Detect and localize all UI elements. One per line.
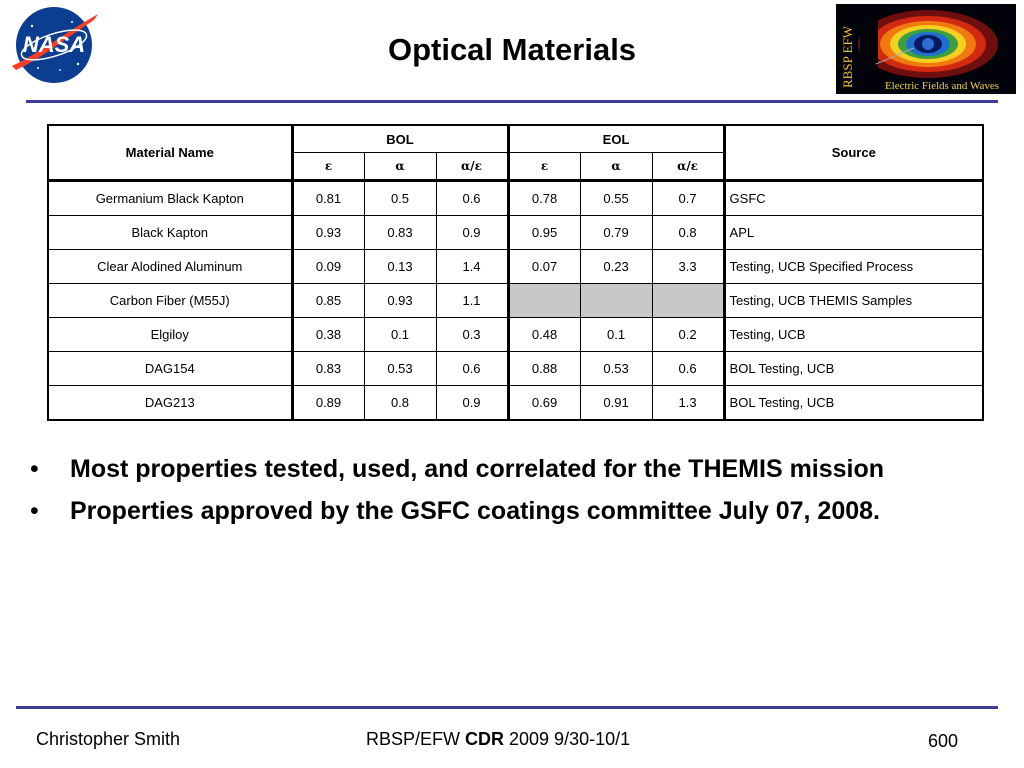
header-eol-ratio: α/ε xyxy=(652,153,724,181)
bol-emissivity-cell: 0.89 xyxy=(292,386,364,421)
header-bol-emissivity: ε xyxy=(292,153,364,181)
material-name-cell: Black Kapton xyxy=(48,216,292,250)
table-row xyxy=(48,284,983,318)
source-cell: Testing, UCB THEMIS Samples xyxy=(724,284,983,318)
bol-emissivity-cell: 0.38 xyxy=(292,318,364,352)
eol-emissivity-cell-empty xyxy=(508,284,580,318)
bol-absorptivity-cell: 0.1 xyxy=(364,318,436,352)
bol-emissivity-cell: 0.83 xyxy=(292,352,364,386)
optical-materials-table xyxy=(47,124,984,421)
eol-ratio-cell: 1.3 xyxy=(652,386,724,421)
footer-event-prefix: RBSP/EFW xyxy=(366,729,466,749)
material-name-cell: Clear Alodined Aluminum xyxy=(48,250,292,284)
bullet-text: Most properties tested, used, and correlated for the THEMIS mission xyxy=(70,455,885,483)
header-eol-absorptivity: α xyxy=(580,153,652,181)
bol-emissivity-cell: 0.09 xyxy=(292,250,364,284)
footer-event-cdr: CDR xyxy=(465,729,505,749)
bullet-text: Properties approved by the GSFC coatings committee July 07, 2008. xyxy=(70,497,880,525)
bol-absorptivity-cell: 0.13 xyxy=(364,250,436,284)
bol-absorptivity-cell: 0.5 xyxy=(364,181,436,216)
footer-author: Christopher Smith xyxy=(36,729,181,749)
table-row xyxy=(48,318,983,352)
source-cell: BOL Testing, UCB xyxy=(724,352,983,386)
table-row xyxy=(48,250,983,284)
header-eol-emissivity: ε xyxy=(508,153,580,181)
material-name-cell: Germanium Black Kapton xyxy=(48,181,292,216)
eol-absorptivity-cell: 0.91 xyxy=(580,386,652,421)
bullet-item xyxy=(30,495,930,528)
bullet-list xyxy=(30,453,930,537)
eol-emissivity-cell: 0.69 xyxy=(508,386,580,421)
eol-emissivity-cell: 0.95 xyxy=(508,216,580,250)
bol-ratio-cell: 0.9 xyxy=(436,386,508,421)
page-title: Optical Materials xyxy=(387,32,637,67)
header-divider xyxy=(26,100,998,103)
bol-ratio-cell: 0.6 xyxy=(436,352,508,386)
eol-absorptivity-cell: 0.23 xyxy=(580,250,652,284)
table-row xyxy=(48,352,983,386)
header-bol-absorptivity: α xyxy=(364,153,436,181)
eol-ratio-cell: 0.6 xyxy=(652,352,724,386)
bol-absorptivity-cell: 0.53 xyxy=(364,352,436,386)
eol-emissivity-cell: 0.88 xyxy=(508,352,580,386)
bol-ratio-cell: 0.6 xyxy=(436,181,508,216)
bol-absorptivity-cell: 0.8 xyxy=(364,386,436,421)
eol-absorptivity-cell-empty xyxy=(580,284,652,318)
footer-event-date: 2009 9/30-10/1 xyxy=(504,729,631,749)
source-cell: BOL Testing, UCB xyxy=(724,386,983,421)
eol-absorptivity-cell: 0.55 xyxy=(580,181,652,216)
eol-absorptivity-cell: 0.1 xyxy=(580,318,652,352)
bol-absorptivity-cell: 0.93 xyxy=(364,284,436,318)
material-name-cell: Carbon Fiber (M55J) xyxy=(48,284,292,318)
material-name-cell: DAG154 xyxy=(48,352,292,386)
rbsp-vertical-text: RBSP EFW xyxy=(840,25,855,88)
nasa-logo-text: NASA xyxy=(22,32,86,57)
eol-absorptivity-cell: 0.79 xyxy=(580,216,652,250)
header-bol-ratio: α/ε xyxy=(436,153,508,181)
bol-ratio-cell: 0.3 xyxy=(436,318,508,352)
bol-ratio-cell: 1.4 xyxy=(436,250,508,284)
bol-emissivity-cell: 0.81 xyxy=(292,181,364,216)
eol-emissivity-cell: 0.48 xyxy=(508,318,580,352)
footer-event xyxy=(366,729,630,750)
eol-absorptivity-cell: 0.53 xyxy=(580,352,652,386)
eol-ratio-cell: 0.7 xyxy=(652,181,724,216)
bol-emissivity-cell: 0.85 xyxy=(292,284,364,318)
header-material-name: Material Name xyxy=(48,125,292,181)
material-name-cell: DAG213 xyxy=(48,386,292,421)
rbsp-efw-logo xyxy=(836,4,1016,94)
bullet-item xyxy=(30,453,930,486)
header-eol: EOL xyxy=(508,125,724,153)
source-cell: APL xyxy=(724,216,983,250)
eol-emissivity-cell: 0.78 xyxy=(508,181,580,216)
footer-divider xyxy=(16,706,998,709)
page-number: 600 xyxy=(928,731,959,751)
bol-absorptivity-cell: 0.83 xyxy=(364,216,436,250)
eol-ratio-cell: 0.8 xyxy=(652,216,724,250)
eol-emissivity-cell: 0.07 xyxy=(508,250,580,284)
table-row xyxy=(48,386,983,421)
eol-ratio-cell: 3.3 xyxy=(652,250,724,284)
header-bol: BOL xyxy=(292,125,508,153)
bullet-marker: • xyxy=(30,497,39,525)
header-source: Source xyxy=(724,125,983,181)
bol-ratio-cell: 1.1 xyxy=(436,284,508,318)
source-cell: Testing, UCB Specified Process xyxy=(724,250,983,284)
bol-ratio-cell: 0.9 xyxy=(436,216,508,250)
material-name-cell: Elgiloy xyxy=(48,318,292,352)
table-row xyxy=(48,216,983,250)
bol-emissivity-cell: 0.93 xyxy=(292,216,364,250)
table-row xyxy=(48,181,983,216)
rbsp-caption: Electric Fields and Waves xyxy=(884,80,1000,92)
source-cell: Testing, UCB xyxy=(724,318,983,352)
bullet-marker: • xyxy=(30,455,39,483)
eol-ratio-cell: 0.2 xyxy=(652,318,724,352)
source-cell: GSFC xyxy=(724,181,983,216)
eol-ratio-cell-empty xyxy=(652,284,724,318)
